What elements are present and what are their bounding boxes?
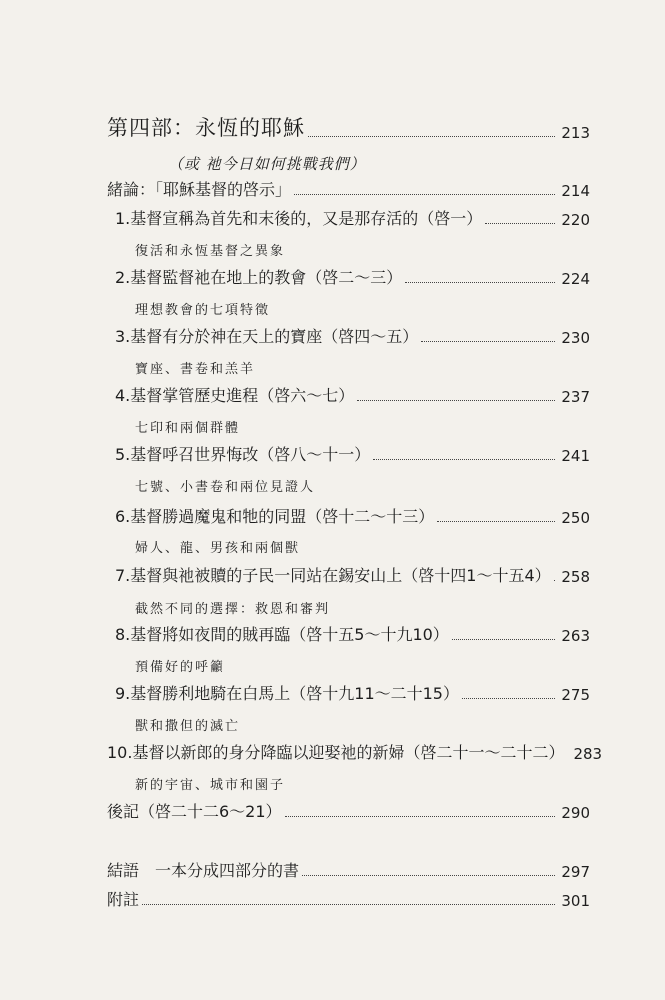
dot-leader <box>373 458 555 460</box>
entry-title: 3.基督有分於神在天上的寶座（啓四～五） <box>115 327 419 346</box>
toc-entry-intro <box>0 178 665 200</box>
entry-title: 10.基督以新郎的身分降臨以迎娶祂的新婦（啓二十一～二十二） <box>107 743 565 762</box>
entry-title: 8.基督將如夜間的賊再臨（啓十五5～十九10） <box>115 625 449 644</box>
entry-title: 結語 一本分成四部分的書 <box>107 861 300 880</box>
page-number: 220 <box>561 211 590 229</box>
page-number: 250 <box>561 509 590 527</box>
dot-leader <box>285 815 556 817</box>
entry-title: 6.基督勝過魔鬼和牠的同盟（啓十二～十三） <box>115 507 435 526</box>
toc-entry-chapter-6 <box>0 505 665 527</box>
entry-subtitle: 新的宇宙、城市和園子 <box>135 778 286 793</box>
dot-leader <box>437 520 555 522</box>
entry-title: 9.基督勝利地騎在白馬上（啓十九11～二十15） <box>115 684 459 703</box>
page-number: 301 <box>561 892 590 910</box>
page-number: 241 <box>561 447 590 465</box>
entry-title: 4.基督掌管歷史進程（啓六～七） <box>115 386 355 405</box>
dot-leader <box>294 193 555 195</box>
dot-leader <box>462 697 555 699</box>
entry-title: 2.基督監督祂在地上的教會（啓二～三） <box>115 268 403 287</box>
dot-leader <box>142 903 555 905</box>
part-title: 第四部：永恆的耶穌 <box>107 116 305 140</box>
page-number: 230 <box>561 329 590 347</box>
toc-entry-chapter-3 <box>0 325 665 347</box>
toc-entry-chapter-2 <box>0 266 665 288</box>
dot-leader <box>405 281 555 283</box>
entry-subtitle: 七印和兩個群體 <box>135 421 241 436</box>
part-subtitle: （或 祂今日如何挑戰我們） <box>168 155 366 173</box>
entry-subtitle: 七號、小書卷和兩位見證人 <box>135 480 316 495</box>
dot-leader <box>485 222 555 224</box>
dot-leader <box>452 638 556 640</box>
entry-subtitle: 寶座、書卷和羔羊 <box>135 362 256 377</box>
toc-entry-chapter-4 <box>0 384 665 406</box>
entry-title: 後記（啓二十二6～21） <box>107 802 282 821</box>
entry-subtitle: 獸和撒但的滅亡 <box>135 719 241 734</box>
page-number: 275 <box>561 686 590 704</box>
toc-entry-chapter-9 <box>0 682 665 704</box>
toc-entry-chapter-7 <box>0 564 665 586</box>
dot-leader <box>302 874 555 876</box>
toc-entry-chapter-10 <box>0 741 665 763</box>
dot-leader <box>357 399 555 401</box>
toc-entry-chapter-8 <box>0 623 665 645</box>
page-number: 263 <box>561 627 590 645</box>
dot-leader <box>421 340 555 342</box>
entry-title: 附註 <box>107 890 140 909</box>
toc-entry-notes <box>0 888 665 910</box>
toc-entry-epilogue <box>0 800 665 822</box>
entry-subtitle: 截然不同的選擇：救恩和審判 <box>135 602 331 617</box>
entry-title: 緒論：「耶穌基督的啓示」 <box>107 180 292 199</box>
toc-entry-conclusion <box>0 859 665 881</box>
entry-title: 1.基督宣稱為首先和末後的，又是那存活的（啓一） <box>115 209 483 228</box>
toc-entry-chapter-1 <box>0 207 665 229</box>
page-number: 214 <box>561 182 590 200</box>
entry-subtitle: 復活和永恆基督之異象 <box>135 244 286 259</box>
page-number: 283 <box>573 745 603 763</box>
page-number: 258 <box>561 568 590 586</box>
entry-subtitle: 預備好的呼籲 <box>135 660 226 675</box>
page-number: 224 <box>561 270 590 288</box>
entry-subtitle: 理想教會的七項特徵 <box>135 303 271 318</box>
page-number: 297 <box>561 863 590 881</box>
toc-entry-chapter-5 <box>0 443 665 465</box>
part-heading-row <box>0 116 665 142</box>
entry-title: 5.基督呼召世界悔改（啓八～十一） <box>115 445 371 464</box>
page-number: 237 <box>561 388 590 406</box>
dot-leader <box>554 579 556 581</box>
page-number: 213 <box>561 124 590 142</box>
page-number: 290 <box>561 804 590 822</box>
dot-leader <box>308 135 555 137</box>
entry-subtitle: 婦人、龍、男孩和兩個獸 <box>135 541 301 556</box>
entry-title: 7.基督與祂被贖的子民一同站在錫安山上（啓十四1～十五4） <box>115 566 551 585</box>
